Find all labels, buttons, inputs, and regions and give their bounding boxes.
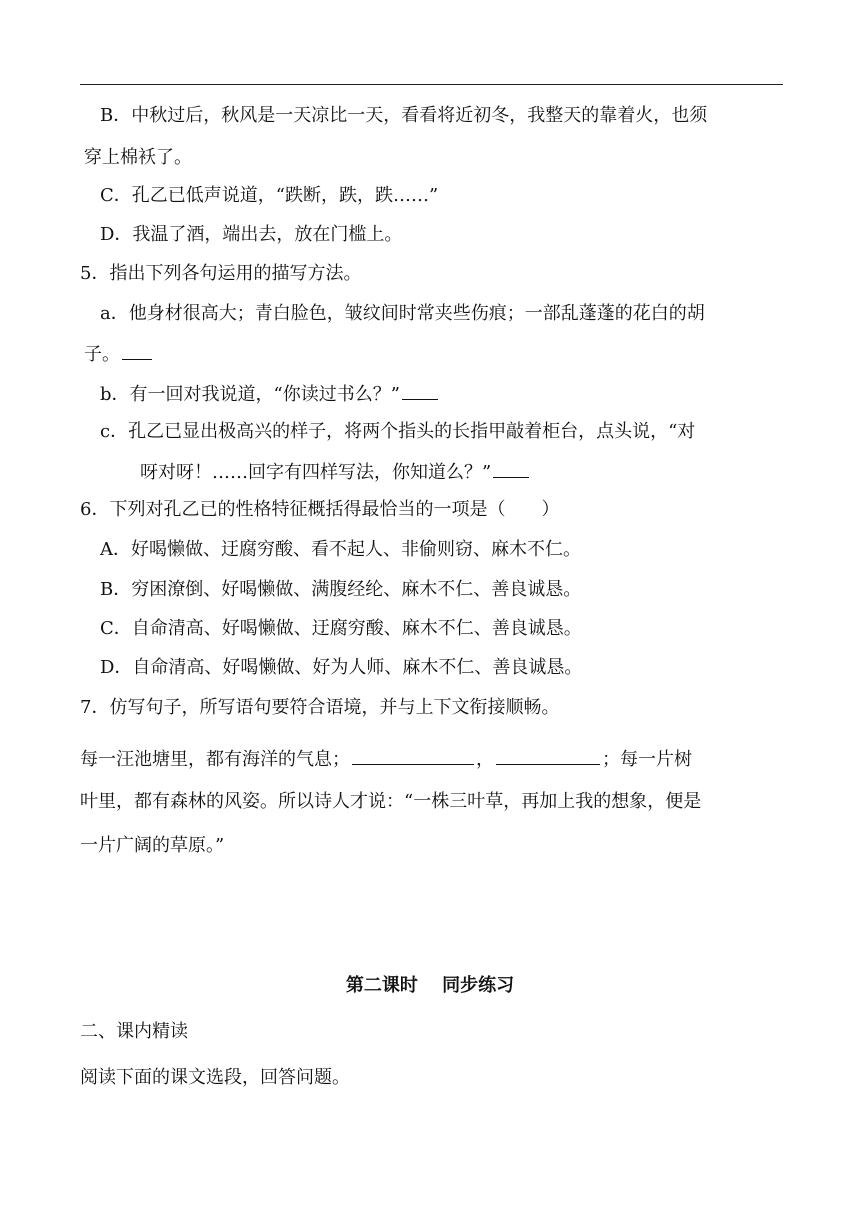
- q5-item-c-line1: c．孔乙已显出极高兴的样子，将两个指头的长指甲敲着柜台，点头说，“对: [100, 421, 696, 442]
- q7-stem: 7．仿写句子，所写语句要符合语境，并与上下文衔接顺畅。: [80, 697, 560, 718]
- q5-stem: 5．指出下列各句运用的描写方法。: [80, 263, 362, 284]
- q5-c-answer-blank[interactable]: [493, 459, 529, 478]
- q7-answer-blank-1[interactable]: [352, 746, 474, 765]
- q4-option-b-line1: B．中秋过后，秋风是一天凉比一天，看看将近初冬，我整天的靠着火，也须: [100, 105, 708, 126]
- section-title: 第二课时 同步练习: [345, 975, 515, 996]
- header-rule: [80, 84, 783, 85]
- q6-option-c: C．自命清高、好喝懒做、迂腐穷酸、麻木不仁、善良诚恳。: [100, 618, 582, 639]
- q7-passage-part2: ；每一片树: [602, 749, 692, 770]
- q5-item-c-line2: [140, 459, 531, 485]
- q5-item-a-line2: [84, 341, 154, 367]
- q5-item-a-line1: a．他身材很高大；青白脸色，皱纹间时常夹些伤痕；一部乱蓬蓬的花白的胡: [100, 303, 705, 324]
- q7-passage-line3: 一片广阔的草原。”: [80, 835, 225, 856]
- q4-option-b-line2: 穿上棉袄了。: [84, 147, 192, 168]
- q4-option-d: D．我温了酒，端出去，放在门槛上。: [100, 224, 403, 245]
- q4-option-c: C．孔乙已低声说道，“跌断，跌，跌……”: [100, 185, 439, 206]
- q6-option-a: A．好喝懒做、迂腐穷酸、看不起人、非偷则窃、麻木不仁。: [100, 539, 581, 560]
- q7-passage-line2: 叶里，都有森林的风姿。所以诗人才说：“一株三叶草，再加上我的想象，便是: [80, 791, 702, 812]
- q7-passage-line1: [80, 746, 692, 772]
- q7-passage-comma: ，: [476, 749, 494, 770]
- q6-option-b: B．穷困潦倒、好喝懒做、满腹经纶、麻木不仁、善良诚恳。: [100, 579, 582, 600]
- q5-item-b-text: b．有一回对我说道，“你读过书么？”: [100, 384, 400, 405]
- q5-item-b: [100, 381, 440, 407]
- q5-a-answer-blank[interactable]: [122, 341, 152, 360]
- q6-option-d: D．自命清高、好喝懒做、好为人师、麻木不仁、善良诚恳。: [100, 657, 583, 678]
- q5-item-c-text: 呀对呀！……回字有四样写法，你知道么？”: [140, 462, 492, 483]
- q6-stem: 6．下列对孔乙已的性格特征概括得最恰当的一项是（ ）: [80, 499, 560, 520]
- reading-instruction: 阅读下面的课文选段，回答问题。: [80, 1067, 350, 1088]
- q7-passage-part1: 每一汪池塘里，都有海洋的气息；: [80, 749, 350, 770]
- q5-item-a-text: 子。: [84, 344, 120, 365]
- q7-answer-blank-2[interactable]: [496, 746, 600, 765]
- q5-b-answer-blank[interactable]: [402, 381, 438, 400]
- section-heading: 二、课内精读: [80, 1021, 188, 1042]
